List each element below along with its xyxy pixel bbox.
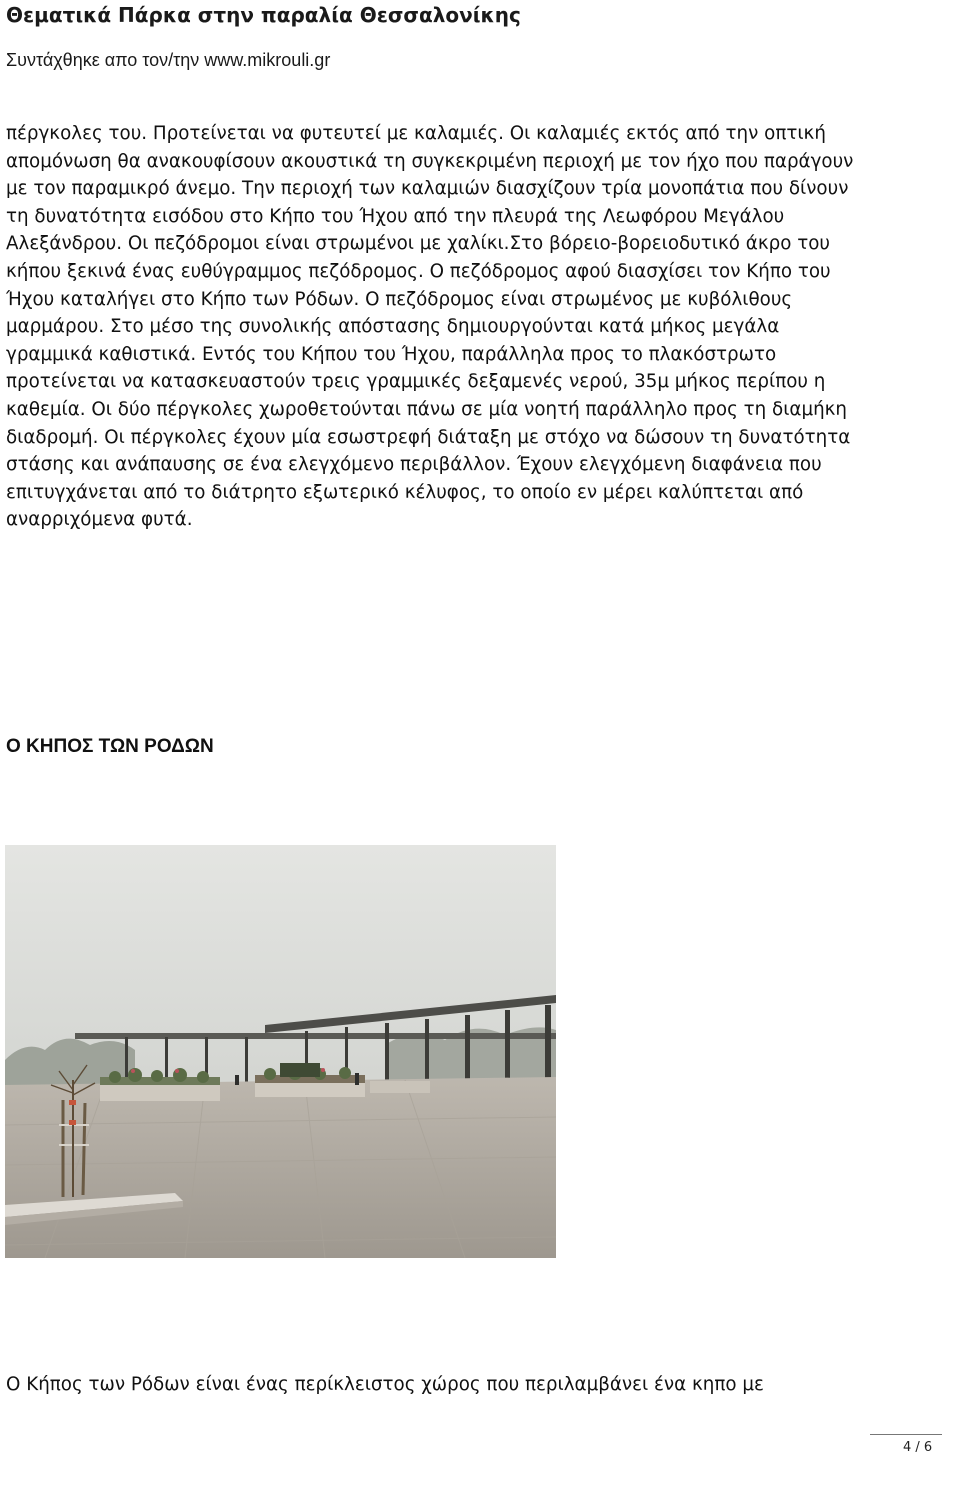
text-line: Αλεξάνδρου. Οι πεζόδρομοι είναι στρωμένοι με χαλίκι.Στο βόρειο-βορειοδυτικό άκρο του: [6, 233, 830, 255]
text-line: επιτυγχάνεται από το διάτρητο εξωτερικό κέλυφος, το οποίο εν μέρει καλύπτεται από: [6, 481, 804, 503]
document-author-line: Συντάχθηκε απο τον/την www.mikrouli.gr: [6, 50, 331, 70]
garden-photo: [5, 845, 556, 1258]
text-line: τη δυνατότητα εισόδου στο Κήπο του Ήχου από την πλευρά της Λεωφόρου Μεγάλου: [6, 205, 785, 227]
text-line: καθεμία. Οι δύο πέργκολες χωροθετούνται πάνω σε μία νοητή παράλληλο προς τη διαμήκη: [6, 398, 848, 420]
text-line: κήπου ξεκινά ένας ευθύγραμμος πεζόδρομος. Ο πεζόδρομος αφού διασχίσει τον Κήπο του: [6, 260, 831, 282]
text-line: γραμμικά καθιστικά. Εντός του Κήπου του Ήχου, παράλληλα προς το πλακόστρωτο: [6, 343, 777, 365]
text-line: μαρμάρου. Στο μέσο της συνολικής απόστασης δημιουργούνται κατά μήκος μεγάλα: [6, 316, 780, 338]
text-line: προτείνεται να κατασκευαστούν τρεις γραμμικές δεξαμενές νερού, 35μ μήκος περίπου η: [6, 371, 826, 393]
document-title: Θεματικά Πάρκα στην παραλία Θεσσαλονίκης: [6, 3, 521, 27]
text-line: με τον παραμικρό άνεμο. Την περιοχή των καλαμιών διασχίζουν τρία μονοπάτια που δίνουν: [6, 178, 849, 200]
text-line: αναρριχόμενα φυτά.: [6, 509, 193, 531]
text-line: Ήχου καταλήγει στο Κήπο των Ρόδων. Ο πεζόδρομος είναι στρωμένος με κυβόλιθους: [6, 288, 793, 310]
page-number: 4 / 6: [903, 1440, 933, 1455]
caption-text: Ο Κήπος των Ρόδων είναι ένας περίκλειστος χώρος που περιλαμβάνει ένα κηπο με: [6, 1374, 764, 1395]
text-line: διαδρομή. Οι πέργκολες έχουν μία εσωστρεφή διάταξη με στόχο να δώσουν τη δυνατότητα: [6, 426, 851, 448]
text-line: πέργκολες του. Προτείνεται να φυτευτεί με καλαμιές. Οι καλαμιές εκτός από την οπτική: [6, 123, 826, 144]
footer-divider: [870, 1434, 942, 1435]
text-line: στάσης και ανάπαυσης σε ένα ελεγχόμενο περιβάλλον. Έχουν ελεγχόμενη διαφάνεια που: [6, 454, 822, 476]
section-heading: Ο ΚΗΠΟΣ ΤΩΝ ΡΟΔΩΝ: [6, 736, 214, 757]
body-paragraph: [6, 120, 954, 534]
text-line: απομόνωση θα ανακουφίσουν ακουστικά τη συγκεκριμένη περιοχή με τον ήχο που παράγουν: [6, 150, 854, 172]
